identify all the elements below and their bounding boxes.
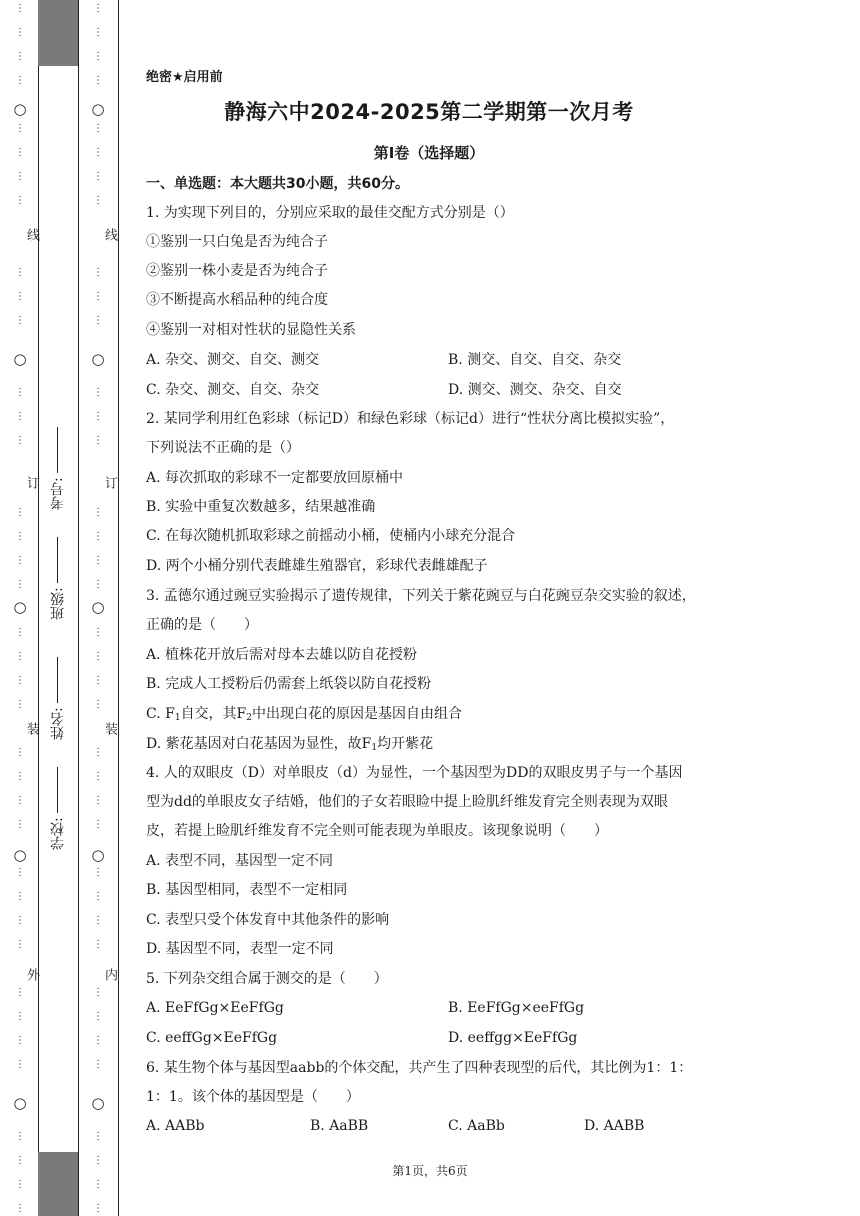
q3-option-d[interactable]: D. 紫花基因对白花基因为显性，故$F_1$均开紫花 [146,736,434,753]
outer-dots: ⋮ [15,1155,25,1166]
q6-option-c[interactable]: C. AaBb [448,1118,505,1134]
inner-circle-3: ○ [91,598,105,616]
outer-dots: ⋮ [15,411,25,422]
q1-option-a[interactable]: A. 杂交、测交、自交、测交 [146,352,320,368]
outer-dots: ⋮ [15,675,25,686]
q5-option-b[interactable]: B. EeFfGg×eeFfGg [448,1000,585,1016]
outer-dots: ⋮ [15,51,25,62]
outer-dots: ⋮ [15,435,25,446]
inner-dots: ⋮ [93,291,103,302]
outer-dots: ⋮ [15,531,25,542]
outer-dots: ⋮ [15,699,25,710]
outer-dots: ⋮ [15,579,25,590]
outer-dots: ⋮ [15,123,25,134]
inner-dots: ⋮ [93,171,103,182]
outer-cut-line [2,0,38,1216]
q1-item-4: ④鉴别一对相对性状的显隐性关系 [146,322,356,338]
outer-dots: ⋮ [15,915,25,926]
inner-dots: ⋮ [93,939,103,950]
inner-dots: ⋮ [93,771,103,782]
inner-dots: ⋮ [93,315,103,326]
outer-cut-label-3: 装 [2,722,38,735]
inner-dots: ⋮ [93,507,103,518]
inner-dots: ⋮ [93,51,103,62]
q1-item-3: ③不断提高水稻品种的纯合度 [146,292,328,308]
inner-dots: ⋮ [93,147,103,158]
outer-dots: ⋮ [15,75,25,86]
outer-dots: ⋮ [15,1203,25,1214]
outer-dots: ⋮ [15,291,25,302]
inner-dots: ⋮ [93,531,103,542]
outer-cut-label-2: 订 [2,476,38,489]
binding-margin [0,0,120,1216]
exam-no-label: 考号: [50,477,66,510]
inner-circle-4: ○ [91,846,105,864]
q4-stem-line-1: 4. 人的双眼皮（D）对单眼皮（d）为显性，一个基因型为DD的双眼皮男子与一个基因 [146,765,683,781]
outer-circle-3: ○ [13,598,27,616]
q6-option-d[interactable]: D. AABB [584,1118,645,1134]
q5-option-c[interactable]: C. eeffGg×EeFfGg [146,1030,278,1046]
q6-stem-line-2: 1：1。该个体的基因型是（ ） [146,1089,360,1105]
q5-option-a[interactable]: A. EeFfGg×EeFfGg [146,1000,284,1016]
inner-dots: ⋮ [93,987,103,998]
class-label: 班级: [50,587,66,620]
outer-dots: ⋮ [15,747,25,758]
q5-stem: 5. 下列杂交组合属于测交的是（ ） [146,971,388,987]
q1-option-c[interactable]: C. 杂交、测交、自交、杂交 [146,382,320,398]
outer-dots: ⋮ [15,3,25,14]
outer-dots: ⋮ [15,1131,25,1142]
q5-option-d[interactable]: D. eeffgg×EeFfGg [448,1030,578,1046]
outer-circle-2: ○ [13,350,27,368]
q3-stem-line-1: 3. 孟德尔通过豌豆实验揭示了遗传规律，下列关于紫花豌豆与白花豌豆杂交实验的叙述， [146,588,696,604]
q1-item-2: ②鉴别一株小麦是否为纯合子 [146,263,328,279]
inner-dots: ⋮ [93,411,103,422]
q6-stem-line-1: 6. 某生物个体与基因型aabb的个体交配，共产生了四种表现型的后代，其比例为1：1： [146,1060,693,1076]
q2-stem-line-1: 2. 某同学利用红色彩球（标记D）和绿色彩球（标记d）进行“性状分离比模拟实验”， [146,411,675,427]
exam-no-field[interactable] [38,400,78,510]
inner-dots: ⋮ [93,267,103,278]
q3-option-c[interactable]: C. $F_1$自交，其$F_2$中出现白花的原因是基因自由组合 [146,706,463,723]
q2-option-c[interactable]: C. 在每次随机抓取彩球之前摇动小桶，使桶内小球充分混合 [146,528,516,544]
inner-dots: ⋮ [93,891,103,902]
outer-dots: ⋮ [15,867,25,878]
name-label: 姓名: [50,707,66,740]
outer-circle-4: ○ [13,846,27,864]
class-field[interactable] [38,520,78,620]
outer-dots: ⋮ [15,195,25,206]
outer-dots: ⋮ [15,171,25,182]
inner-dots: ⋮ [93,1059,103,1070]
page-title: 静海六中2024-2025第二学期第一次月考 [224,100,634,124]
outer-dots: ⋮ [15,1059,25,1070]
outer-dots: ⋮ [15,507,25,518]
outer-dots: ⋮ [15,315,25,326]
inner-dots: ⋮ [93,627,103,638]
outer-circle-1: ○ [13,100,27,118]
outer-dots: ⋮ [15,939,25,950]
secret-label: 绝密★启用前 [146,70,223,85]
q2-option-d[interactable]: D. 两个小桶分别代表雌雄生殖器官，彩球代表雌雄配子 [146,558,488,574]
q2-option-b[interactable]: B. 实验中重复次数越多，结果越准确 [146,499,376,515]
q1-stem: 1. 为实现下列目的，分别应采取的最佳交配方式分别是（） [146,205,514,221]
q6-option-a[interactable]: A. AABb [146,1118,205,1134]
q1-item-1: ①鉴别一只白兔是否为纯合子 [146,234,328,250]
outer-dots: ⋮ [15,267,25,278]
inner-dots: ⋮ [93,795,103,806]
inner-circle-1: ○ [91,100,105,118]
outer-cut-label-4: 外 [2,968,38,981]
inner-dots: ⋮ [93,699,103,710]
inner-dots: ⋮ [93,1035,103,1046]
page-footer: 第1页，共6页 [392,1164,468,1178]
margin-gray-block-top [38,0,78,66]
school-label: 学校: [50,817,66,850]
inner-cut-label-2: 订 [80,476,116,489]
inner-dots: ⋮ [93,195,103,206]
inner-dots: ⋮ [93,75,103,86]
outer-dots: ⋮ [15,147,25,158]
q4-option-c[interactable]: C. 表型只受个体发育中其他条件的影响 [146,912,390,928]
outer-dots: ⋮ [15,771,25,782]
q3-stem-line-2: 正确的是（ ） [146,617,258,633]
name-field[interactable] [38,640,78,740]
outer-dots: ⋮ [15,987,25,998]
outer-dots: ⋮ [15,1011,25,1022]
q4-option-b[interactable]: B. 基因型相同，表型不一定相同 [146,882,348,898]
outer-dots: ⋮ [15,627,25,638]
page-subtitle: 第I卷（选择题） [373,144,485,162]
inner-dots: ⋮ [93,1203,103,1214]
outer-cut-label-1: 线 [2,228,38,241]
inner-dots: ⋮ [93,867,103,878]
q6-option-b[interactable]: B. AaBB [310,1118,369,1134]
outer-dots: ⋮ [15,891,25,902]
inner-cut-label-3: 装 [80,722,116,735]
inner-dots: ⋮ [93,435,103,446]
inner-dots: ⋮ [93,579,103,590]
margin-border-right [118,0,119,1216]
inner-cut-label-4: 内 [80,968,116,981]
q3-option-b[interactable]: B. 完成人工授粉后仍需套上纸袋以防自花授粉 [146,676,432,692]
q4-option-d[interactable]: D. 基因型不同，表型一定不同 [146,941,334,957]
q1-option-d[interactable]: D. 测交、测交、杂交、自交 [448,382,622,398]
q4-stem-line-3: 皮，若提上睑肌纤维发育不完全则可能表现为单眼皮。该现象说明（ ） [146,823,608,839]
inner-dots: ⋮ [93,123,103,134]
q2-stem-line-2: 下列说法不正确的是（） [146,440,300,456]
inner-dots: ⋮ [93,651,103,662]
outer-dots: ⋮ [15,387,25,398]
inner-dots: ⋮ [93,1155,103,1166]
q3-option-a[interactable]: A. 植株花开放后需对母本去雄以防自花授粉 [146,647,418,663]
outer-dots: ⋮ [15,27,25,38]
inner-dots: ⋮ [93,675,103,686]
outer-circle-5: ○ [13,1094,27,1112]
inner-dots: ⋮ [93,27,103,38]
outer-dots: ⋮ [15,555,25,566]
inner-cut-line [80,0,116,1216]
outer-dots: ⋮ [15,1179,25,1190]
school-field[interactable] [38,760,78,850]
q4-option-a[interactable]: A. 表型不同，基因型一定不同 [146,853,334,869]
q2-option-a[interactable]: A. 每次抓取的彩球不一定都要放回原桶中 [146,470,404,486]
inner-dots: ⋮ [93,3,103,14]
inner-cut-label-1: 线 [80,228,116,241]
outer-dots: ⋮ [15,1035,25,1046]
inner-dots: ⋮ [93,1131,103,1142]
outer-dots: ⋮ [15,651,25,662]
inner-dots: ⋮ [93,1011,103,1022]
inner-dots: ⋮ [93,915,103,926]
outer-dots: ⋮ [15,795,25,806]
inner-dots: ⋮ [93,747,103,758]
inner-circle-2: ○ [91,350,105,368]
q1-option-b[interactable]: B. 测交、自交、自交、杂交 [448,352,622,368]
inner-dots: ⋮ [93,387,103,398]
inner-dots: ⋮ [93,819,103,830]
inner-dots: ⋮ [93,1179,103,1190]
outer-dots: ⋮ [15,819,25,830]
inner-circle-5: ○ [91,1094,105,1112]
section-heading: 一、单选题：本大题共30小题，共60分。 [146,176,409,192]
q4-stem-line-2: 型为dd的单眼皮女子结婚，他们的子女若眼睑中提上睑肌纤维发育完全则表现为双眼 [146,794,668,810]
margin-border-mid [78,0,79,1216]
inner-dots: ⋮ [93,555,103,566]
